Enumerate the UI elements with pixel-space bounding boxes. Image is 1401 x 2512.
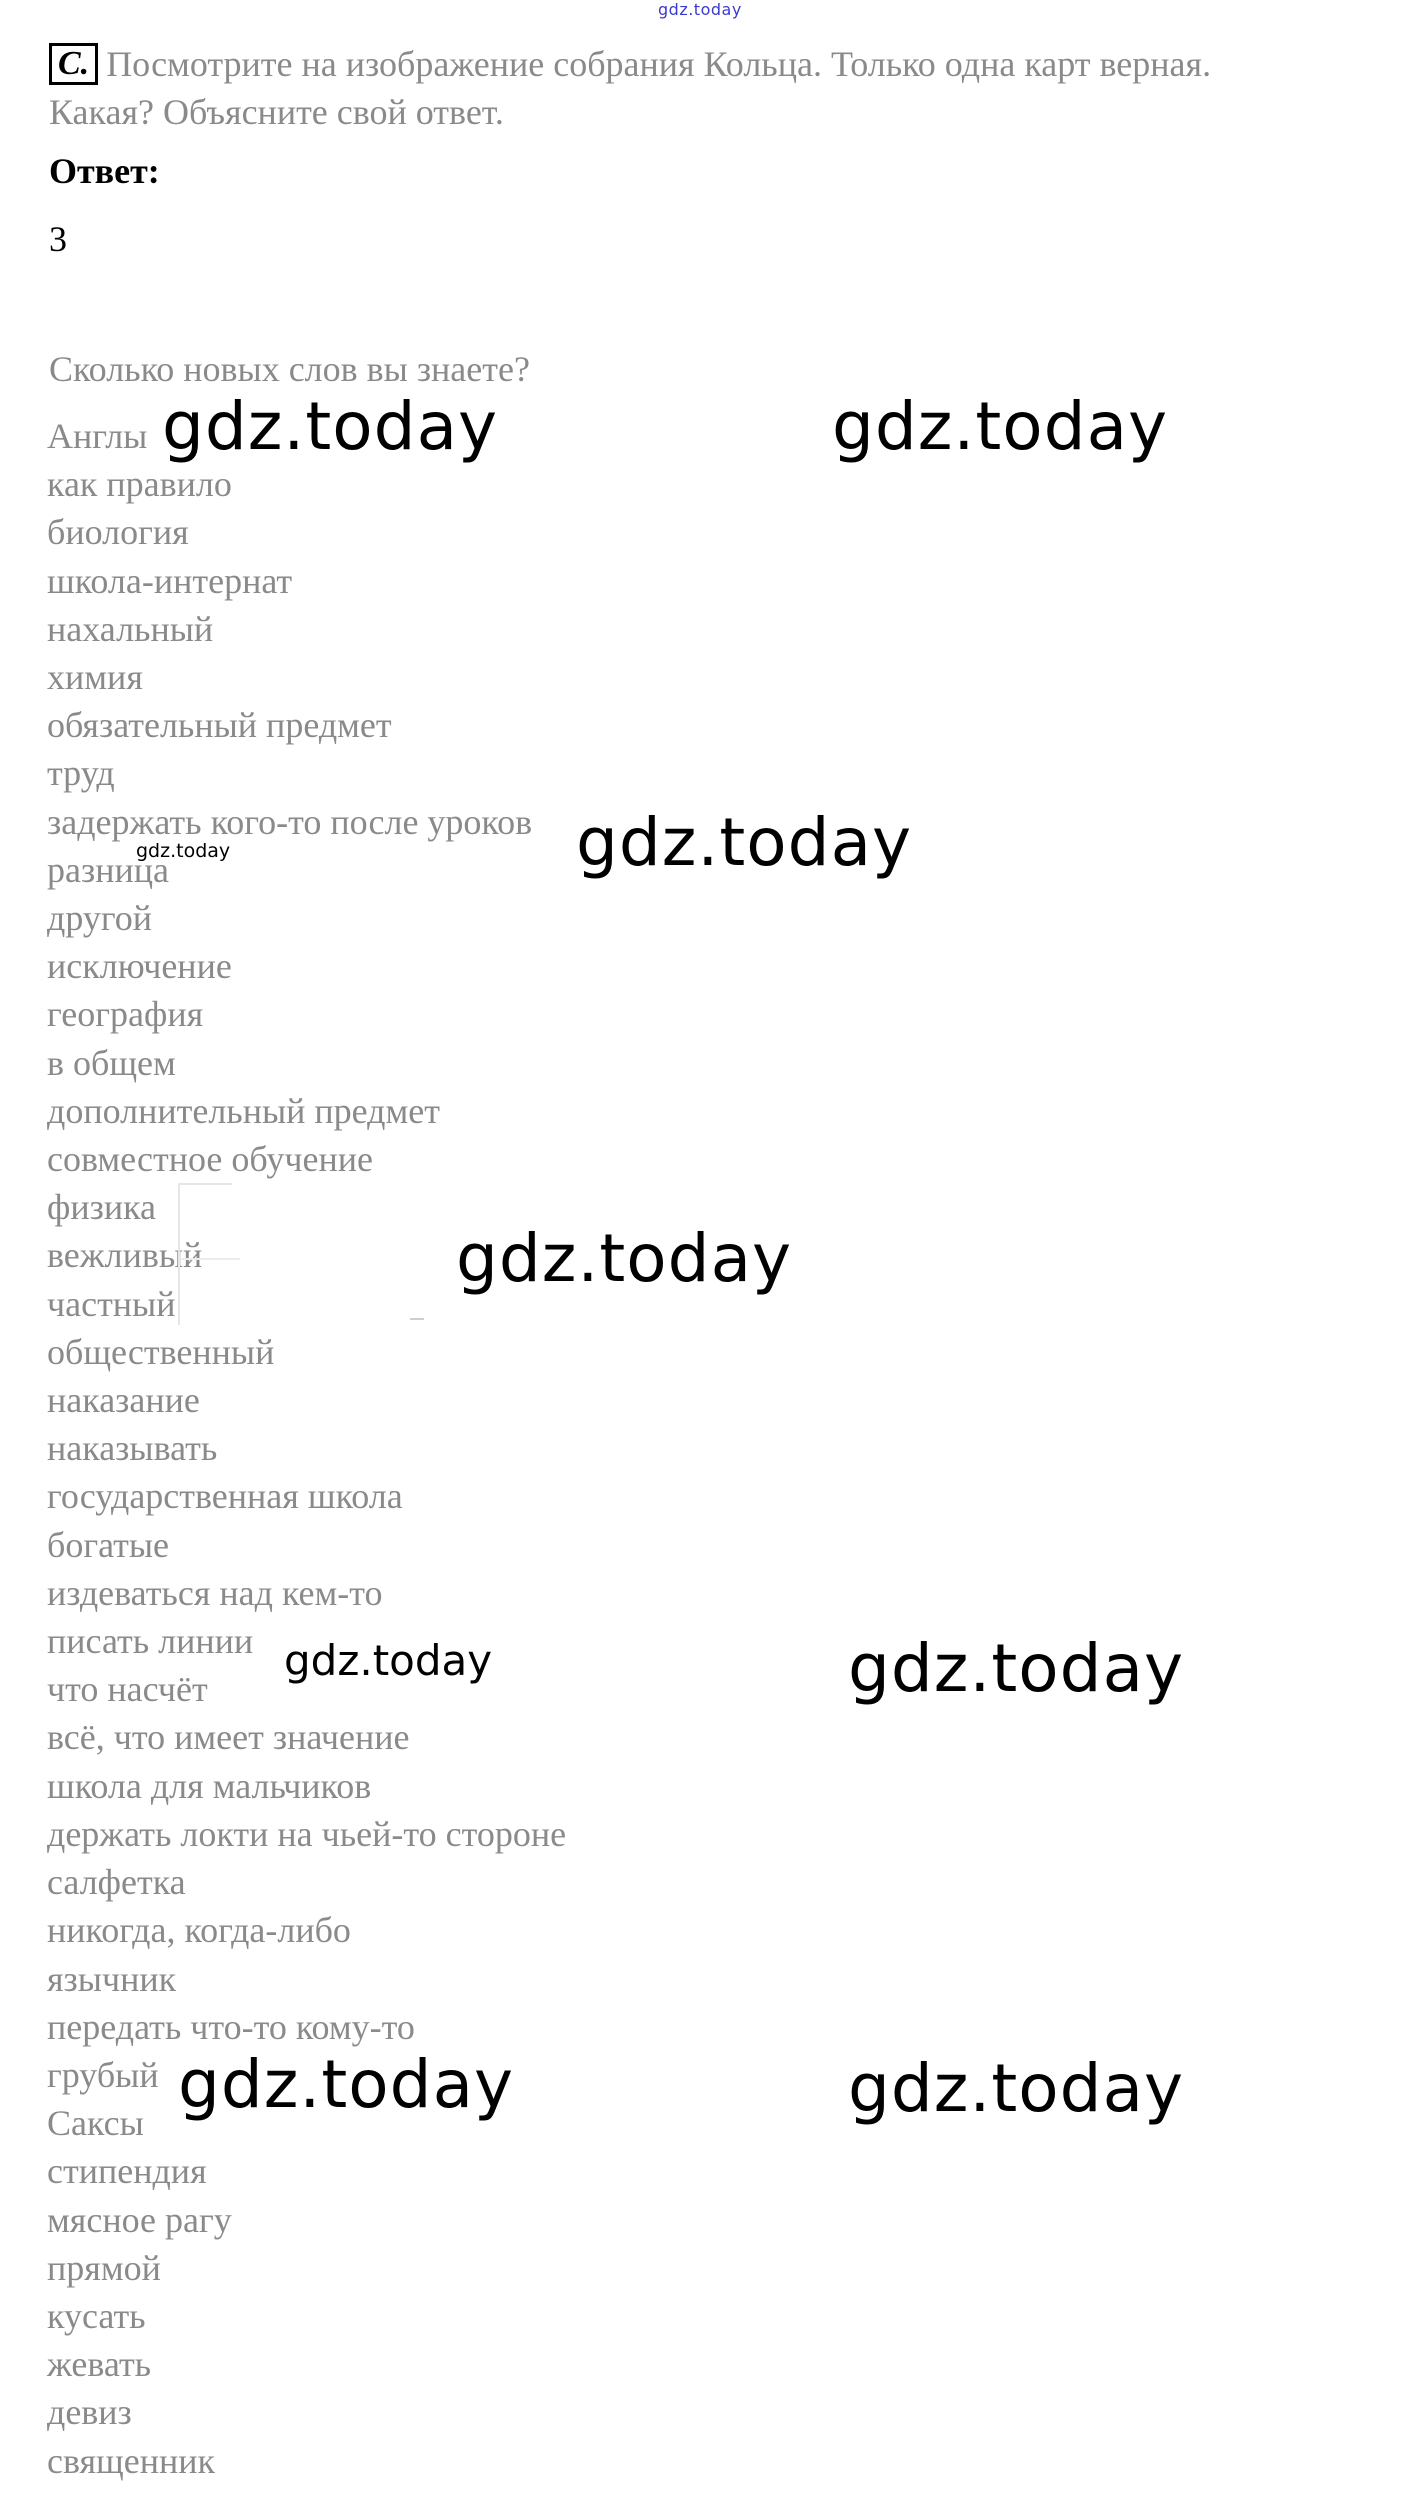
vocabulary-item: девиз <box>47 2392 132 2433</box>
vocabulary-item: всё, что имеет значение <box>47 1717 410 1758</box>
faint-box-artifact <box>178 1183 232 1325</box>
task-text: Посмотрите на изображение собрания Кольца. Только одна карт верная. Какая? Объясните свой ответ. <box>49 44 1212 132</box>
vocabulary-item: священник <box>47 2440 216 2481</box>
vocabulary-item: школа для мальчиков <box>47 1765 372 1806</box>
vocabulary-item: что насчёт <box>47 1669 208 1710</box>
vocabulary-item: исключение <box>47 946 232 987</box>
vocabulary-item: задержать кого-то после уроков <box>47 801 533 842</box>
vocabulary-title: Сколько новых слов вы знаете? <box>49 349 530 389</box>
vocabulary-item: школа-интернат <box>47 560 293 601</box>
watermark: gdz.today <box>456 1220 793 1297</box>
vocabulary-item: жевать <box>47 2344 152 2385</box>
vocabulary-item: Англы <box>47 416 148 456</box>
vocabulary-item: издеваться над кем-то <box>47 1572 383 1613</box>
vocabulary-item: совместное обучение <box>47 1139 373 1180</box>
vocabulary-list <box>47 412 566 2485</box>
watermark: gdz.today <box>136 840 231 862</box>
vocabulary-item: труд <box>47 753 115 794</box>
vocabulary-item: передать что-то кому-то <box>47 2006 415 2047</box>
task-letter: C. <box>49 43 98 85</box>
vocabulary-item: физика <box>47 1187 157 1228</box>
vocabulary-item: мясное рагу <box>47 2199 232 2240</box>
vocabulary-item: биология <box>47 512 189 553</box>
vocabulary-item: общественный <box>47 1331 275 1372</box>
vocabulary-item: вежливый <box>47 1235 203 1276</box>
vocabulary-item: стипендия <box>47 2151 207 2192</box>
answer-value: 3 <box>49 219 67 259</box>
vocabulary-item: никогда, когда-либо <box>47 1910 351 1951</box>
vocabulary-item: государственная школа <box>47 1476 403 1517</box>
vocabulary-item: нахальный <box>47 608 214 649</box>
watermark: gdz.today <box>284 1636 493 1685</box>
answer-label: Ответ: <box>49 151 160 191</box>
vocabulary-item: прямой <box>47 2247 161 2288</box>
vocabulary-item: писать линии <box>47 1621 254 1662</box>
vocabulary-item: в общем <box>47 1042 176 1083</box>
watermark: gdz.today <box>832 388 1169 465</box>
vocabulary-item: кусать <box>47 2295 146 2336</box>
faint-line-artifact <box>180 1258 240 1260</box>
vocabulary-item: богатые <box>47 1524 170 1565</box>
watermark: gdz.today <box>576 804 913 881</box>
faint-dash-artifact <box>410 1318 424 1320</box>
vocabulary-item: частный <box>47 1283 176 1324</box>
vocabulary-item: география <box>47 994 204 1035</box>
vocabulary-item: держать локти на чьей-то стороне <box>47 1813 567 1854</box>
vocabulary-item: разница <box>47 849 169 890</box>
task-block <box>49 40 1249 136</box>
site-mark: gdz.today <box>658 0 742 19</box>
vocabulary-item: салфетка <box>47 1862 186 1903</box>
vocabulary-item: наказание <box>47 1380 200 1421</box>
vocabulary-item: как правило <box>47 464 232 505</box>
vocabulary-item: Саксы <box>47 2103 144 2144</box>
vocabulary-item: обязательный предмет <box>47 705 392 746</box>
vocabulary-item: наказывать <box>47 1428 218 1469</box>
watermark: gdz.today <box>178 2046 515 2123</box>
vocabulary-item: другой <box>47 898 152 939</box>
vocabulary-item: язычник <box>47 1958 177 1999</box>
vocabulary-item: химия <box>47 657 143 698</box>
vocabulary-item: грубый <box>47 2054 159 2095</box>
vocabulary-item: дополнительный предмет <box>47 1090 440 1131</box>
watermark: gdz.today <box>162 388 499 465</box>
watermark: gdz.today <box>848 1630 1185 1707</box>
watermark: gdz.today <box>848 2050 1185 2127</box>
